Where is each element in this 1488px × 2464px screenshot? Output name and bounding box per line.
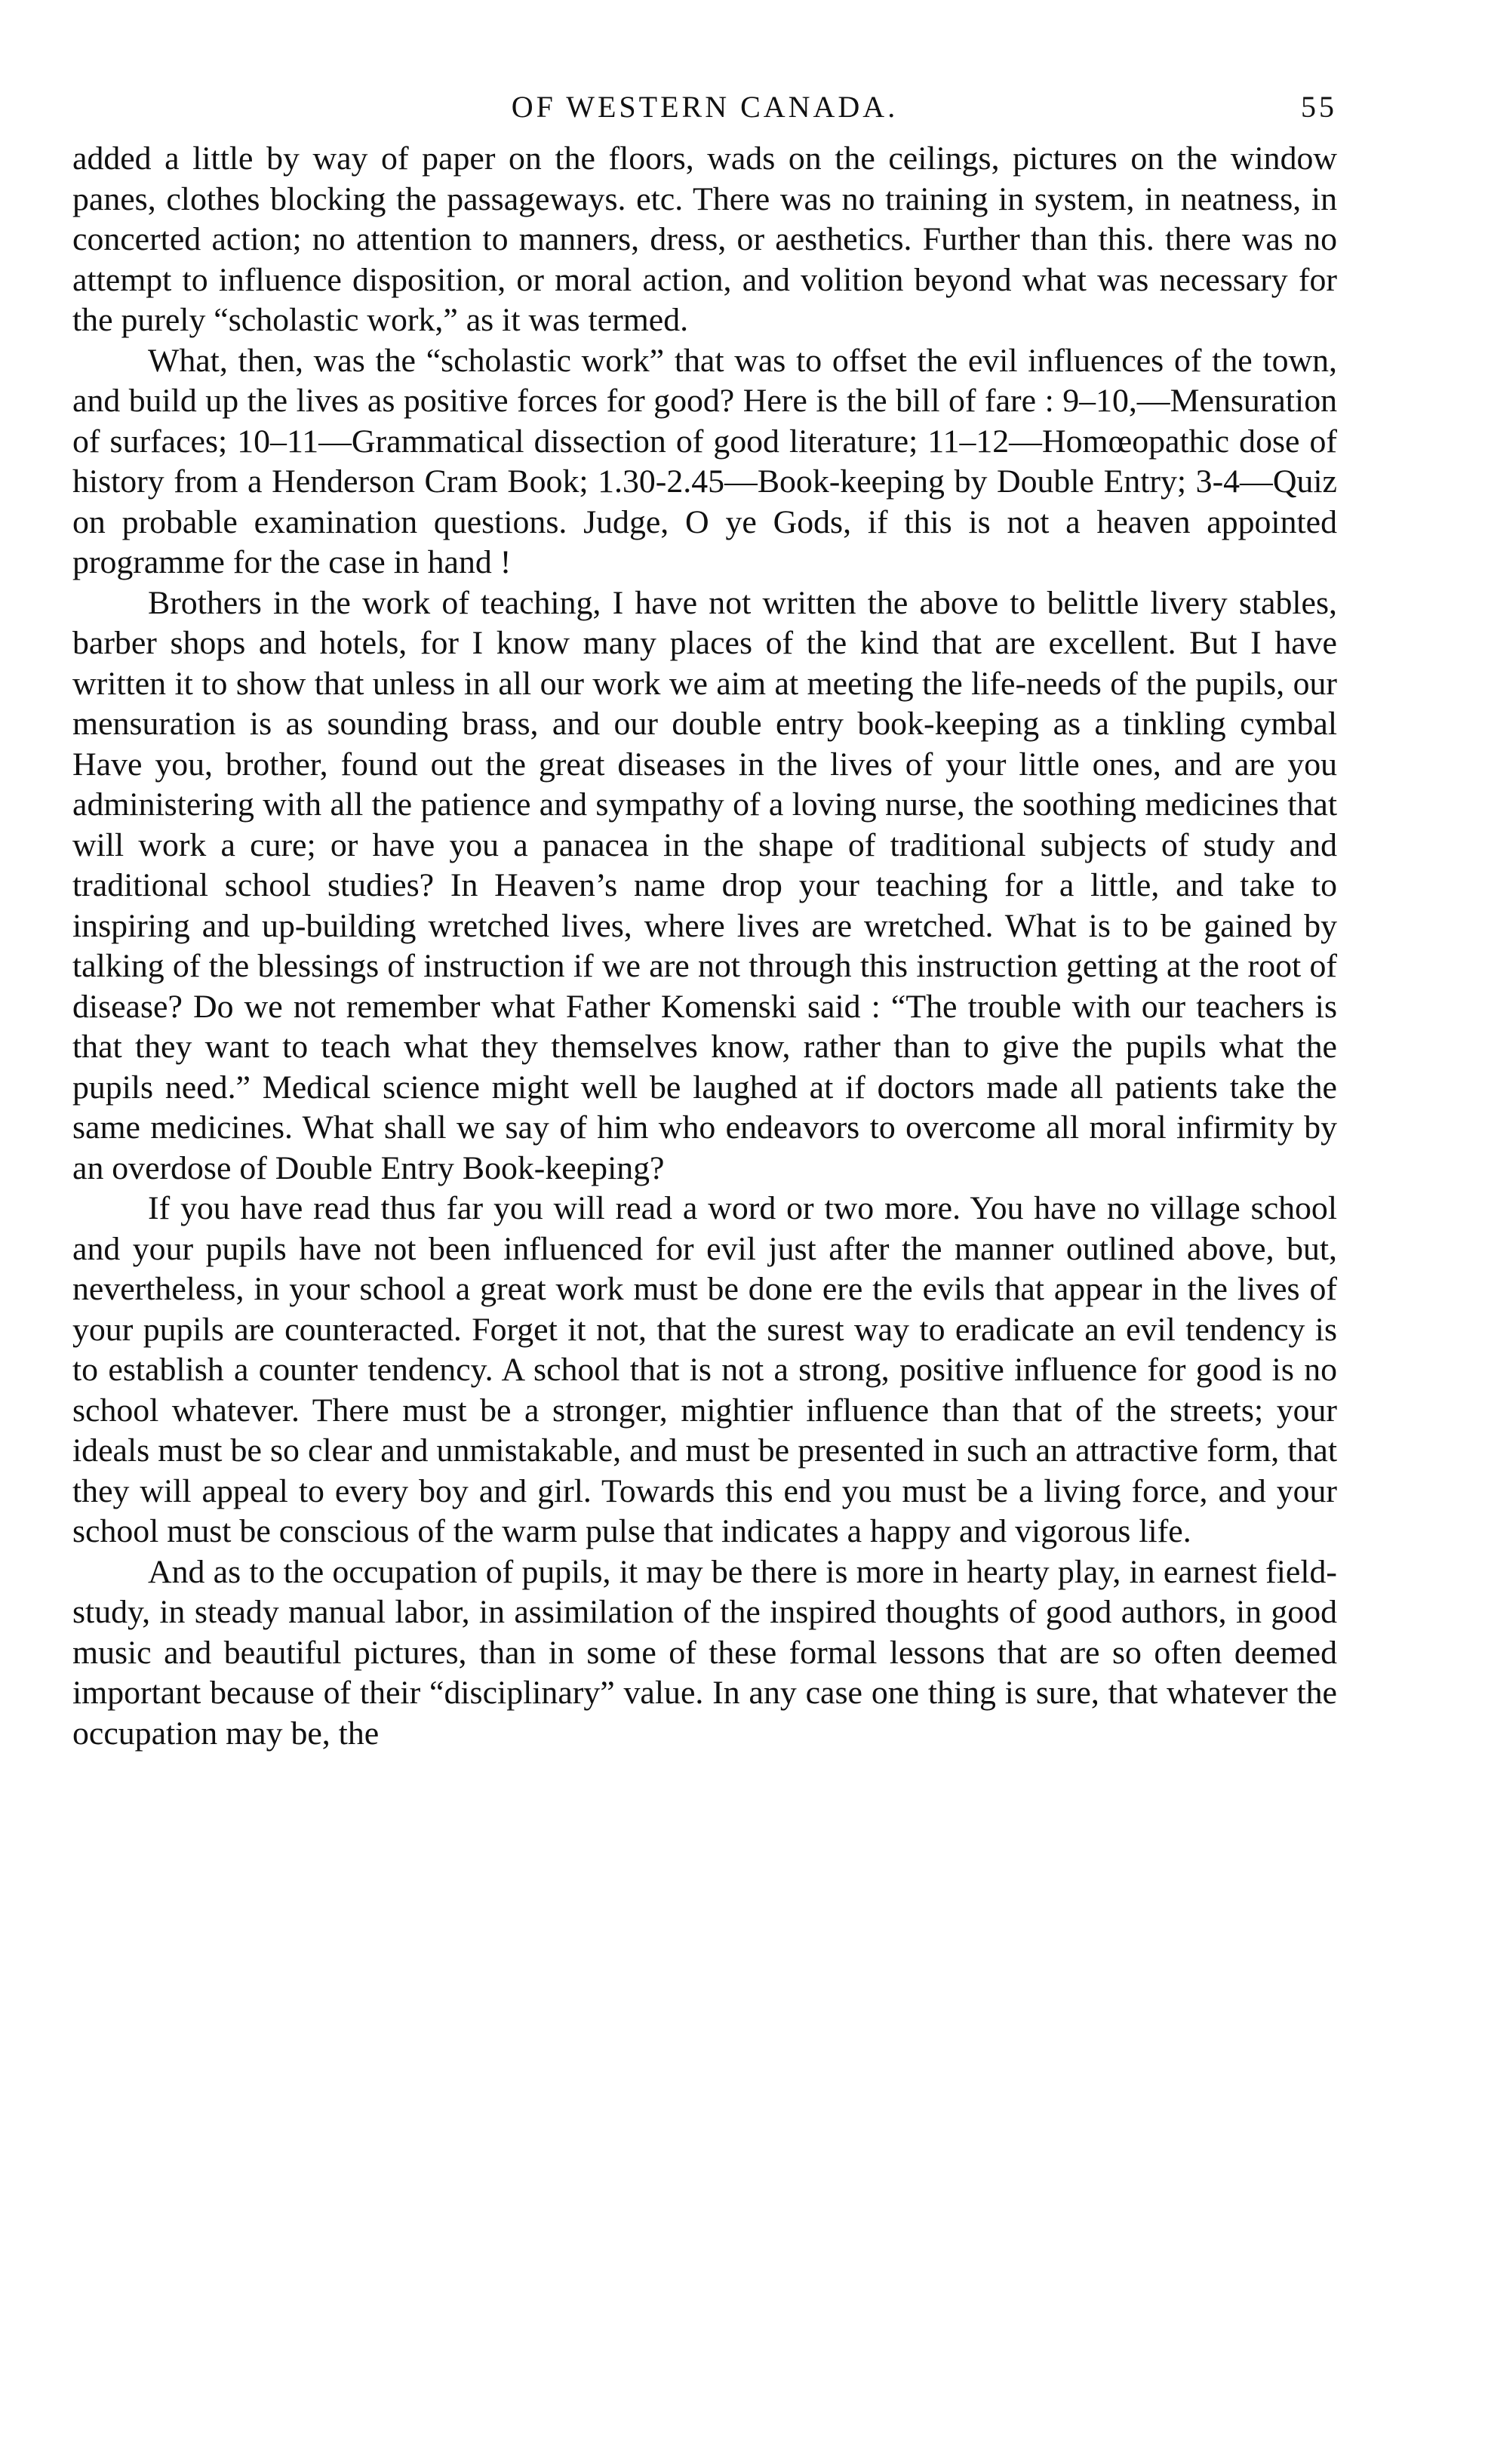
running-head	[72, 89, 1337, 139]
paragraph-scholastic-work: What, then, was the “scholastic work” that was to offset the evil influences of the town, and build up the lives as positive forces for good? Here is the bill of fare : 9–10,—Mensuration of surfaces; 10–11—Grammatical dissection of good literature; 11–12—Homœopathic dose of history from a Henderson Cram Book; 1.30-2.45—Book-keeping by Double Entry; 3-4—Quiz on probable examination questions. Judge, O ye Gods, if this is not a heaven appointed programme for the case in hand !	[72, 342, 1337, 580]
paragraph-occupation-of-pupils: And as to the occupation of pupils, it may be there is more in hearty play, in earnest field-study, in steady manual labor, in assimilation of the inspired thoughts of good authors, in good music and beautiful pictures, than in some of these formal lessons that are so often deemed important because of their “disciplinary” value. In any case one thing is sure, that whatever the occupation may be, the	[72, 1553, 1337, 1752]
paragraph-brothers-in-teaching: Brothers in the work of teaching, I have not written the above to belittle livery stables, barber shops and hotels, for I know many places of the kind that are excellent. But I have written it to show that unless in all our work we aim at meeting the life-needs of the pupils, our mensuration is as sounding brass, and our double entry book-keeping as a tinkling cymbal Have you, brother, found out the great diseases in the lives of your little ones, and are you administering with all the patience and sympathy of a loving nurse, the soothing medicines that will work a cure; or have you a panacea in the shape of traditional subjects of study and traditional school studies? In Heaven’s name drop your teaching for a little, and take to inspiring and up-building wretched lives, where lives are wretched. What is to be gained by talking of the blessings of instruction if we are not through this instruction getting at the root of disease? Do we not remember what Father Komenski said : “The trouble with our teachers is that they want to teach what they themselves know, rather than to give the pupils what the pupils need.” Medical science might well be laughed at if doctors made all patients take the same medicines. What shall we say of him who endeavors to overcome all moral infirmity by an overdose of Double Entry Book-keeping?	[72, 584, 1337, 1186]
paragraph-continuation: added a little by way of paper on the floors, wads on the ceilings, pictures on the window panes, clothes blocking the passageways. etc. There was no training in system, in neatness, in concerted action; no attention to manners, dress, or aesthetics. Further than this. there was no attempt to influence disposition, or moral action, and volition beyond what was necessary for the purely “scholastic work,” as it was termed.	[72, 140, 1337, 338]
page-number: 55	[1301, 90, 1337, 124]
paragraph-village-school: If you have read thus far you will read a word or two more. You have no village school and your pupils have not been influenced for evil just after the manner outlined above, but, nevertheless, in your school a great work must be done ere the evils that appear in the lives of your pupils are counteracted. Forget it not, that the surest way to eradicate an evil tendency is to establish a counter tendency. A school that is not a strong, positive influence for good is no school whatever. There must be a stronger, mightier influence than that of the streets; your ideals must be so clear and unmistakable, and must be presented in such an attractive form, that they will appeal to every boy and girl. Towards this end you must be a living force, and your school must be conscious of the warm pulse that indicates a happy and vigorous life.	[72, 1190, 1337, 1549]
page-body	[72, 139, 1337, 1754]
book-page	[72, 89, 1337, 1754]
running-title: OF WESTERN CANADA.	[511, 90, 899, 124]
